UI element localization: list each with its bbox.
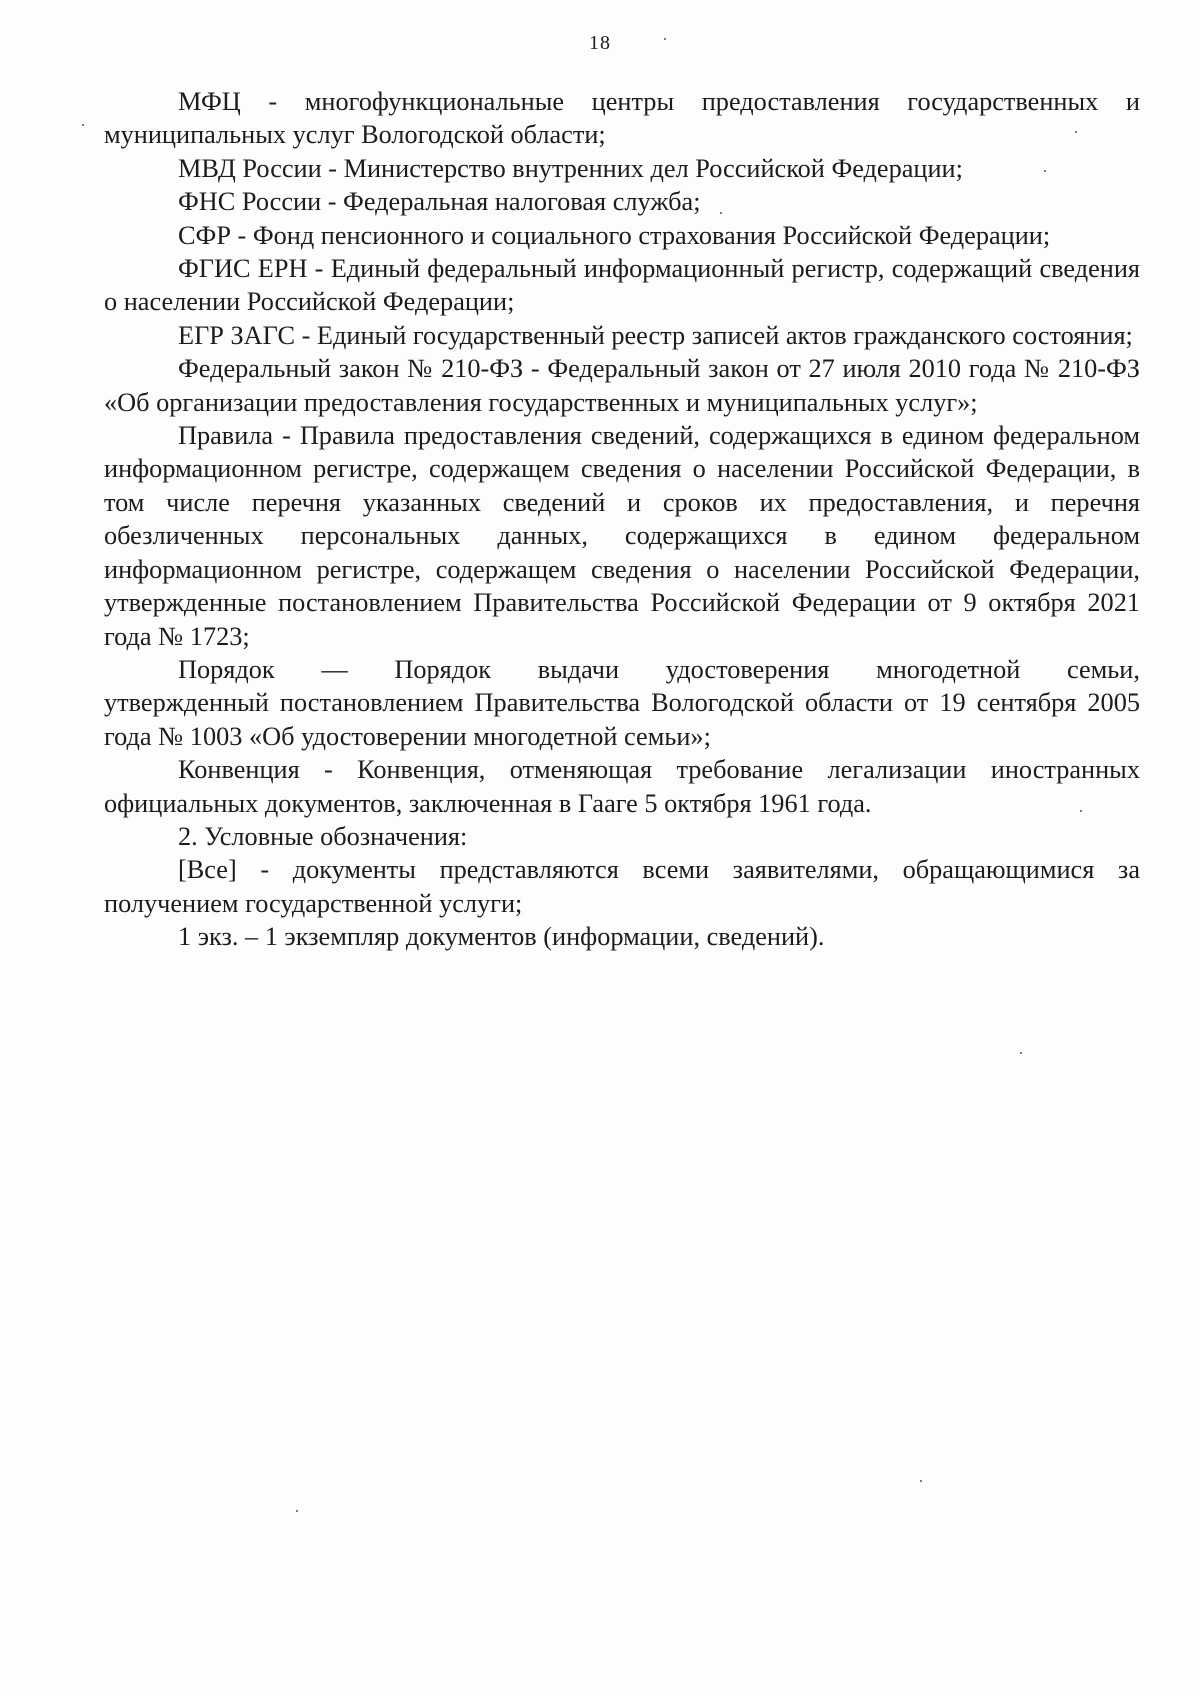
symbol-all: [Все] - документы представляются всеми заявителями, обращающимися за получением государственной услуги; — [104, 855, 1140, 918]
poryadok-word: Порядок — [394, 654, 492, 684]
scan-speck — [1020, 1052, 1022, 1054]
scan-speck — [720, 212, 722, 214]
poryadok-word: семьи, — [1066, 654, 1140, 684]
definition-egr-zags: ЕГР ЗАГС - Единый государственный реестр записей актов гражданского состояния; — [178, 320, 1133, 350]
definition-pravila: Правила - Правила предоставления сведений, содержащихся в едином федеральном информационном регистре, содержащем сведения о населении Российской Федерации, в том числе перечня указанных сведений и сроков их предоставления, и перечня обезличенных персональных данных, содержащихся в едином федеральном информационном регистре, содержащем сведения о населении Российской Федерации, утвержденные постановлением Правительства Российской Федерации от 9 октября 2021 года № 1723; — [104, 421, 1140, 651]
poryadok-word: удостоверения — [665, 654, 830, 684]
scan-speck — [82, 124, 84, 126]
page-number: 18 — [589, 32, 611, 54]
document-body — [104, 85, 1140, 954]
scan-speck — [1075, 131, 1077, 133]
section-2-heading: 2. Условные обозначения: — [178, 821, 468, 851]
definition-poryadok-first-line — [104, 653, 1140, 686]
scan-speck — [664, 38, 666, 40]
poryadok-word: выдачи — [537, 654, 620, 684]
definition-fgis-ern: ФГИС ЕРН - Единый федеральный информационный регистр, содержащий сведения о населении Российской Федерации; — [104, 254, 1140, 317]
scan-speck — [1080, 810, 1082, 812]
definition-federal-law-210: Федеральный закон № 210-ФЗ - Федеральный закон от 27 июля 2010 года № 210-ФЗ «Об организации предоставления государственных и муниципальных услуг»; — [104, 354, 1140, 417]
definition-mfc: МФЦ - многофункциональные центры предоставления государственных и муниципальных услуг Вологодской области; — [104, 87, 1140, 150]
poryadok-word: — — [321, 654, 348, 684]
definition-convention: Конвенция - Конвенция, отменяющая требование легализации иностранных официальных документов, заключенная в Гааге 5 октября 1961 года. — [104, 755, 1140, 818]
definition-mvd: МВД России - Министерство внутренних дел Российской Федерации; — [178, 153, 963, 183]
definition-fns: ФНС России - Федеральная налоговая служба; — [178, 187, 701, 217]
scan-speck — [1044, 170, 1046, 172]
definition-poryadok-rest: утвержденный постановлением Правительства Вологодской области от 19 сентября 2005 года № 1003 «Об удостоверении многодетной семьи»; — [104, 688, 1140, 751]
symbol-copy: 1 экз. – 1 экземпляр документов (информации, сведений). — [178, 922, 825, 952]
poryadok-word: Порядок — [178, 654, 275, 684]
definition-poryadok — [104, 653, 1140, 753]
definition-sfr: СФР - Фонд пенсионного и социального страхования Российской Федерации; — [178, 220, 1051, 250]
poryadok-word: многодетной — [876, 654, 1021, 684]
scan-speck — [920, 1480, 922, 1482]
scan-speck — [296, 1510, 298, 1512]
